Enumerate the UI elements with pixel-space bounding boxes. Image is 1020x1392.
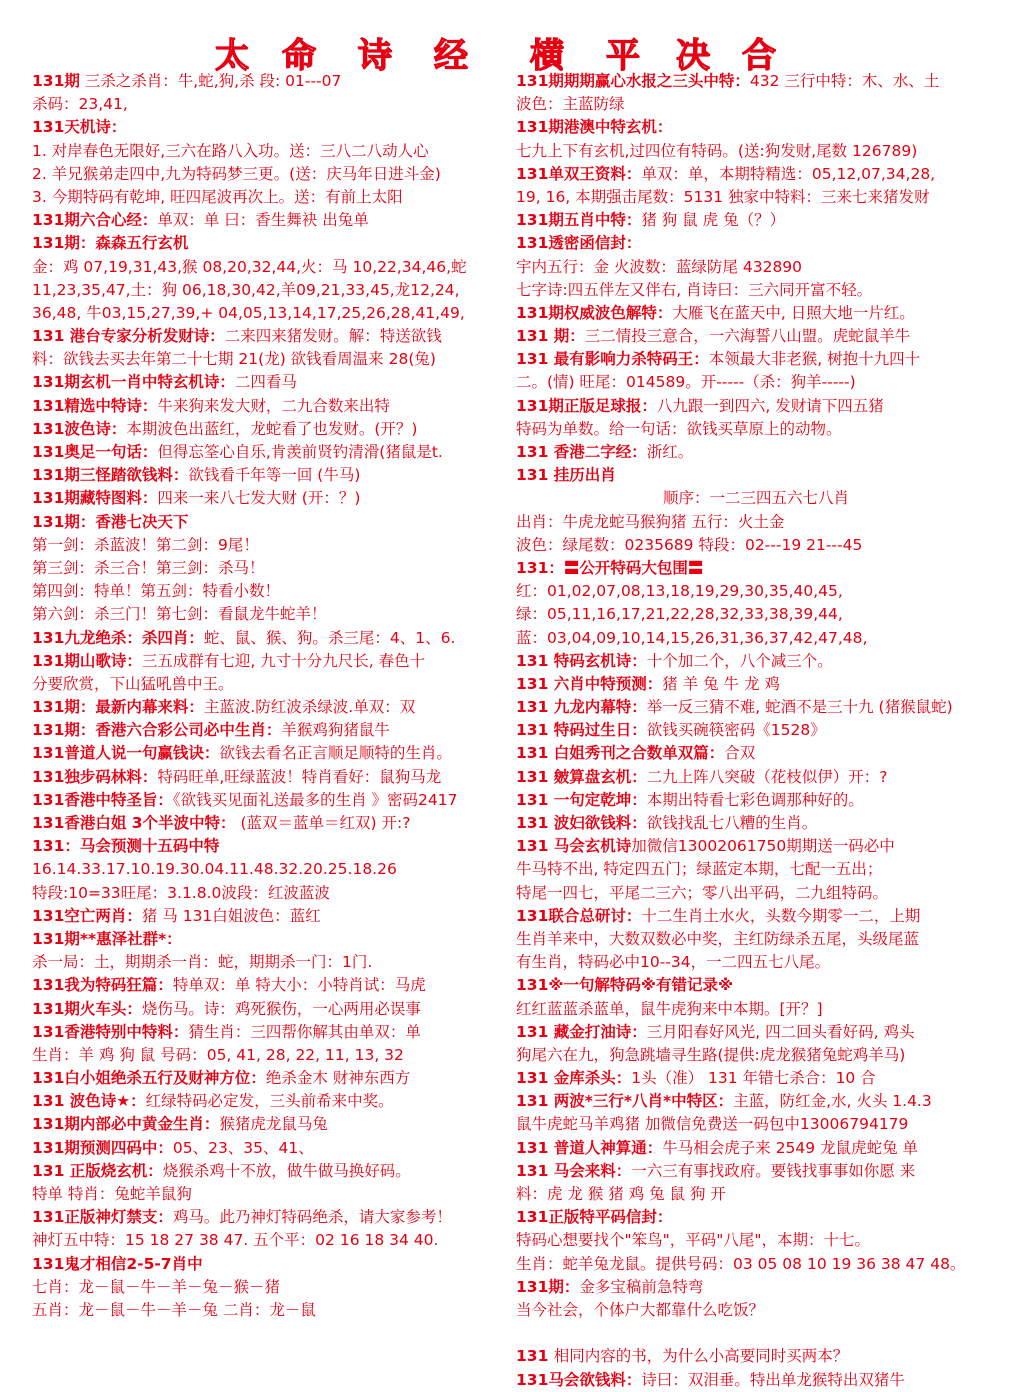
line-heading: 131 普道人神算通：	[516, 1138, 663, 1157]
line-text: 猪 羊 兔 牛 龙 鸡	[662, 674, 780, 693]
line-heading: 131期火车头：	[32, 999, 142, 1018]
line-text: 宇内五行：金 火波数：蓝绿防尾 432890	[516, 257, 803, 276]
left-line	[32, 534, 504, 557]
line-text: 欲钱去看名正言顺足顺特的生肖。	[219, 744, 452, 763]
line-text: 鼠牛虎蛇马羊鸡猪 加微信免费送一码包中13006794179	[516, 1115, 909, 1134]
left-line	[32, 1206, 504, 1229]
right-line	[516, 719, 996, 742]
line-text: 特段:10=33旺尾：3.1.8.0波段：红波蓝波	[32, 883, 330, 902]
right-line	[516, 70, 996, 93]
line-text: 猜生肖：三四帮你解其由单双：单	[188, 1022, 421, 1041]
right-line	[516, 603, 996, 626]
line-heading: 131期五肖中特：	[516, 211, 642, 230]
right-line	[516, 627, 996, 650]
line-heading: 131期预测四码中：	[32, 1138, 173, 1157]
line-text: 三二情投三意合，一六海誓八山盟。虎蛇鼠羊牛	[584, 327, 911, 346]
right-line	[516, 232, 996, 255]
line-text: 猪 狗 鼠 虎 兔（？）	[641, 211, 786, 230]
line-text: 蓝：03,04,09,10,14,15,26,31,36,37,42,47,48,	[516, 628, 868, 647]
line-heading: 131 波色诗★：	[32, 1092, 146, 1111]
line-text: 相同内容的书，为什么小高要同时买两本？	[553, 1347, 849, 1366]
left-line	[32, 673, 504, 696]
left-line	[32, 1160, 504, 1183]
right-line	[516, 1090, 996, 1113]
line-text: 16.14.33.17.10.19.30.04.11.48.32.20.25.18.26	[32, 860, 397, 879]
line-heading: 131波色诗：	[32, 419, 127, 438]
left-line	[32, 1021, 504, 1044]
line-heading: 131 六肖中特预测：	[516, 674, 663, 693]
right-line	[516, 534, 996, 557]
right-line	[516, 951, 996, 974]
line-heading: 131 一句定乾坤：	[516, 790, 647, 809]
line-text: 本期出特看七彩色调那种好的。	[646, 790, 864, 809]
line-heading: 131鬼才相信2-5-7肖中	[32, 1254, 203, 1273]
line-heading: 131 藏金打油诗：	[516, 1022, 647, 1041]
line-heading: 131 期：	[516, 327, 585, 346]
line-heading: 131 马会来料：	[516, 1161, 632, 1180]
right-line	[516, 650, 996, 673]
line-text: 当今社会，个体户大都靠什么吃饭？	[516, 1300, 765, 1319]
line-text: 十个加二个，八个减三个。	[646, 651, 833, 670]
line-text: 特码心想要找个"笨鸟"，平码"八尾"，本期：十七。	[516, 1231, 871, 1250]
line-text: 主蓝，防红金,水, 火头 1.4.3	[733, 1092, 932, 1111]
line-text: 特码为单数。给一句话：欲钱买草原上的动物。	[516, 419, 842, 438]
line-text: 本领最大非老猴, 树抱十九四十	[708, 350, 921, 369]
right-line	[516, 418, 996, 441]
line-text: 七九上下有玄机,过四位有特码。(送:狗发财,尾数 126789)	[516, 141, 918, 160]
right-line	[516, 1021, 996, 1044]
line-heading: 131期：	[516, 1277, 580, 1296]
line-heading: 131 正版烧玄机：	[32, 1161, 163, 1180]
left-line	[32, 1113, 504, 1136]
line-text: 四来一来八七发大财 (开：？)	[157, 489, 361, 508]
line-text: 绝杀金木 财神东西方	[265, 1069, 411, 1088]
line-text: 19, 16, 本期强击尾数：5131 独家中特料：三来七来猪发财	[516, 187, 930, 206]
left-line	[32, 441, 504, 464]
right-line	[516, 998, 996, 1021]
line-text: 本期波色出蓝红，龙蛇看了也发财。(开？)	[126, 419, 418, 438]
header-char: 太	[215, 36, 249, 76]
left-line	[32, 209, 504, 232]
line-heading: 131 马会玄机诗	[516, 837, 632, 856]
right-line	[516, 1137, 996, 1160]
right-line	[516, 93, 996, 116]
line-heading: 131期山歌诗：	[32, 651, 142, 670]
right-line	[516, 325, 996, 348]
line-text: 烧伤马。诗：鸡死猴伤，一心两用必误事	[141, 999, 421, 1018]
line-heading: 131正版特平码信封：	[516, 1208, 673, 1227]
left-line	[32, 696, 504, 719]
line-text: 牛马相会虎子来 2549 龙鼠虎蛇兔 单	[662, 1138, 918, 1157]
right-line	[516, 673, 996, 696]
right-line	[516, 348, 996, 371]
line-heading: 131 白姐秀刊之合数单双篇：	[516, 744, 725, 763]
line-text: 八九跟一到四六, 发财请下四五猪	[656, 396, 884, 415]
line-text: 烧猴杀鸡十不放，做牛做马换好码。	[162, 1161, 411, 1180]
line-text: 1头（准） 131 年错七杀合：10 合	[631, 1069, 876, 1088]
right-line	[516, 1183, 996, 1206]
line-heading: 131空亡两肖：	[32, 906, 142, 925]
right-line	[516, 1113, 996, 1136]
header-char: 平	[606, 36, 640, 76]
line-text: 有生肖，特码必中10--34，一二四五七八尾。	[516, 953, 831, 972]
left-line	[32, 789, 504, 812]
left-line	[32, 719, 504, 742]
line-heading: 131白小姐绝杀五行及财神方位：	[32, 1069, 266, 1088]
line-text: 狗尾六在九，狗急跳墙寻生路(提供:虎龙猴猪兔蛇鸡羊马)	[516, 1045, 906, 1064]
right-line	[516, 766, 996, 789]
header-char: 经	[434, 36, 468, 76]
line-text: 第三剑：杀三合！第三剑：杀马！	[32, 558, 265, 577]
line-text: 432 三行中特：木、水、土	[749, 72, 940, 90]
left-line	[32, 1299, 504, 1322]
line-text: 主蓝波.防红波杀绿波.单双：双	[203, 698, 416, 717]
line-text: 鸡马。此乃神灯特码绝杀，请大家参考！	[172, 1208, 452, 1227]
line-text: 特尾一四七，平尾二三六；零八出平码，二九组特码。	[516, 883, 889, 902]
line-text: 波色：主蓝防绿	[516, 95, 625, 114]
line-text: 大雁飞在蓝天中, 日照大地一片红。	[672, 303, 915, 322]
left-line	[32, 1090, 504, 1113]
line-text: 浙红。	[646, 443, 694, 461]
line-text: 3. 今期特码有乾坤, 旺四尾波再次上。送：有前上太阳	[32, 187, 403, 206]
line-text: 《欲钱买见面礼送最多的生肖 》密码2417	[172, 790, 458, 809]
line-text: 金：鸡 07,19,31,43,猴 08,20,32,44,火：马 10,22,34,46,蛇	[32, 257, 467, 276]
line-text: 牛马特不出, 特定四五门；绿蓝定本期，七配一五出；	[516, 860, 883, 879]
line-heading: 131期	[32, 72, 80, 90]
line-text: 料：虎 龙 猴 猪 鸡 兔 鼠 狗 开	[516, 1185, 726, 1203]
line-text: 合双	[724, 744, 756, 763]
line-heading: 131精选中特诗：	[32, 396, 158, 415]
line-text: 猪 马 131白姐波色：蓝红	[141, 906, 321, 925]
right-line	[516, 882, 996, 905]
line-heading: 131香港中特圣旨：	[32, 790, 173, 809]
line-heading: 131期藏特图料：	[32, 489, 158, 508]
line-heading: 131期玄机一肖中特玄机诗：	[32, 373, 235, 392]
left-column	[32, 70, 504, 1322]
left-line	[32, 279, 504, 302]
line-heading: 131奥足一句话：	[32, 443, 158, 461]
line-heading: 131期六合心经：	[32, 211, 158, 230]
line-text: 猴猪虎龙鼠马兔	[219, 1115, 328, 1134]
left-line	[32, 974, 504, 997]
left-line	[32, 928, 504, 951]
line-heading: 131香港白姐 3个半波中特：	[32, 814, 236, 832]
line-text: 05、23、35、41、	[172, 1138, 314, 1157]
line-text: 第四剑：特单！第五剑：特看小数！	[32, 582, 281, 601]
right-line	[516, 1299, 996, 1322]
line-text: 五肖：龙－鼠－牛－羊－兔 二肖：龙－鼠	[32, 1300, 316, 1319]
line-text: 十二生肖土水火，头数今期零一二，上期	[641, 906, 921, 925]
line-heading: 131期三怪踏欲钱料：	[32, 466, 189, 485]
left-line	[32, 580, 504, 603]
line-text: 生肖：羊 鸡 狗 鼠 号码：05, 41, 28, 22, 11, 13, 32	[32, 1045, 404, 1064]
left-line	[32, 1229, 504, 1252]
line-text: 分要欣赏，下山猛吼兽中王。	[32, 674, 234, 693]
right-line	[516, 1160, 996, 1183]
left-line	[32, 256, 504, 279]
left-line	[32, 186, 504, 209]
line-heading: 131 最有影响力杀特码王：	[516, 350, 709, 369]
line-heading: 131透密函信封：	[516, 234, 642, 253]
left-line	[32, 70, 504, 93]
left-line	[32, 395, 504, 418]
line-text: 举一反三猜不难, 蛇酒不是三十九 (猪猴鼠蛇)	[646, 698, 953, 717]
right-line	[516, 1206, 996, 1229]
right-line	[516, 256, 996, 279]
line-text: 生肖：蛇羊兔龙鼠。提供号码：03 05 08 10 19 36 38 47 48。	[516, 1254, 966, 1273]
page-header	[0, 28, 1020, 76]
right-line	[516, 1229, 996, 1252]
left-line	[32, 302, 504, 325]
left-line	[32, 232, 504, 255]
line-heading: 131期：森森五行玄机	[32, 234, 189, 253]
line-text: 2. 羊兄猴弟走四中,九为特码梦三更。(送：庆马年日进斗金)	[32, 164, 441, 183]
line-heading: 131 两波*三行*八肖*中特区：	[516, 1092, 734, 1111]
line-heading: 131我为特码狂篇：	[32, 976, 173, 995]
line-heading: 131 挂历出肖	[516, 466, 616, 485]
right-line	[516, 1276, 996, 1299]
line-text: 单双：单，本期特精选：05,12,07,34,28,	[641, 164, 936, 183]
line-heading: 131 港台专家分析发财诗：	[32, 327, 225, 346]
left-line	[32, 348, 504, 371]
line-heading: 131九龙绝杀：杀四肖：	[32, 628, 204, 647]
line-text: 波色：绿尾数：0235689 特段：02---19 21---45	[516, 535, 863, 554]
line-heading: 131期正版足球报：	[516, 396, 657, 415]
line-text: 蛇、鼠、猴、狗。杀三尾：4、1、6.	[203, 628, 456, 647]
left-line	[32, 998, 504, 1021]
line-text: 一六三有事找政府。要钱找事事如你愿 来	[631, 1161, 916, 1180]
line-text: 欲钱找乱七八糟的生肖。	[646, 814, 818, 832]
line-heading: 131正版神灯禁支：	[32, 1208, 173, 1227]
right-line	[516, 511, 996, 534]
left-line	[32, 464, 504, 487]
line-text: (蓝双＝蓝单＝红双) 开:?	[235, 814, 411, 832]
right-line	[516, 696, 996, 719]
left-line	[32, 557, 504, 580]
right-line	[516, 487, 996, 510]
left-line	[32, 325, 504, 348]
line-text: 料：欲钱去买去年第二十七期 21(龙) 欲钱看周温来 28(兔)	[32, 350, 436, 369]
line-heading: 131期：最新内幕来料：	[32, 698, 204, 717]
line-text: 36,48, 牛03,15,27,39,+ 04,05,13,14,17,25,26,28,41,49,	[32, 303, 465, 322]
line-heading: 131 九龙内幕特：	[516, 698, 647, 717]
line-text: 红：01,02,07,08,13,18,19,29,30,35,40,45,	[516, 582, 843, 601]
header-char: 命	[282, 36, 316, 76]
left-line	[32, 1276, 504, 1299]
line-text: 特码旺单,旺绿蓝波！特肖看好：鼠狗马龙	[157, 767, 442, 786]
line-text: 二来四来猪发财。解：特送欲钱	[224, 327, 442, 346]
left-line	[32, 905, 504, 928]
right-line	[516, 789, 996, 812]
line-heading: 131单双王资料：	[516, 164, 642, 183]
left-line	[32, 511, 504, 534]
header-char: 合	[742, 36, 776, 76]
header-char: 诗	[358, 36, 392, 76]
line-text: 第一剑：杀蓝波！第二剑：9尾！	[32, 535, 259, 554]
line-text: 欲钱买碗筷密码《1528》	[646, 721, 826, 740]
line-text: 红绿特码必定发，三头前希来中奖。	[145, 1092, 394, 1111]
left-line	[32, 650, 504, 673]
line-heading: 131期权威波色解特：	[516, 303, 673, 322]
line-heading: 131联合总研讨：	[516, 906, 642, 925]
line-text: 但得忘筌心自乐,肯羡前贤钓清滑(猪鼠是t.	[157, 443, 443, 461]
left-line	[32, 812, 504, 835]
left-line	[32, 766, 504, 789]
right-line	[516, 371, 996, 394]
right-column	[516, 70, 996, 1392]
line-heading: 131：马会预测十五码中特	[32, 837, 220, 856]
line-text: 金多宝稿前急特弯	[579, 1277, 704, 1296]
line-heading: 131期：香港六合彩公司必中生肖：	[32, 721, 282, 740]
right-line	[516, 1253, 996, 1276]
right-line	[516, 812, 996, 835]
right-line	[516, 1322, 996, 1345]
line-text: 第六剑：杀三门！第七剑：看鼠龙牛蛇羊！	[32, 605, 327, 624]
line-heading: 131：〓公开特码大包围〓	[516, 558, 704, 577]
left-line	[32, 140, 504, 163]
left-line	[32, 835, 504, 858]
right-line	[516, 186, 996, 209]
line-text: 七肖：龙－鼠－牛－羊－兔－猴－猪	[32, 1277, 281, 1296]
left-line	[32, 627, 504, 650]
line-text: 二。(情) 旺尾：014589。开-----（杀：狗羊-----)	[516, 373, 856, 392]
line-heading: 131 特码过生日：	[516, 721, 647, 740]
line-text: 欲钱看千年等一回 (牛马)	[188, 466, 361, 485]
right-line	[516, 395, 996, 418]
line-text: 杀码：23,41,	[32, 95, 128, 114]
right-line	[516, 928, 996, 951]
line-text: 杀一局：土，期期杀一肖：蛇，期期杀一门：1门.	[32, 953, 373, 972]
line-heading: 131	[516, 1347, 554, 1366]
right-line	[516, 905, 996, 928]
left-line	[32, 116, 504, 139]
line-text: 七字诗:四五伴左又伴右, 肖诗曰：三六同开富不轻。	[516, 280, 873, 299]
line-text: 生肖羊来中，大数双数必中奖，主红防绿杀五尾，头级尾蓝	[516, 929, 920, 948]
line-heading: 131期期期赢心水报之三头中特：	[516, 72, 750, 90]
left-line	[32, 418, 504, 441]
right-line	[516, 302, 996, 325]
right-line	[516, 742, 996, 765]
line-heading: 131※一句解特码※有错记录※	[516, 976, 734, 995]
line-text: 特单双：单 特大小：小特肖试：马虎	[172, 976, 426, 995]
left-line	[32, 1044, 504, 1067]
right-line	[516, 1345, 996, 1368]
line-heading: 131 皴算盘玄机：	[516, 767, 647, 786]
line-text: 二九上阵八突破（花枝似伊）开：?	[646, 767, 888, 786]
right-line	[516, 464, 996, 487]
line-text: 加微信13002061750期期送一码必中	[631, 837, 895, 856]
left-line	[32, 1183, 504, 1206]
line-text: 绿：05,11,16,17,21,22,28,32,33,38,39,44,	[516, 605, 843, 624]
right-line	[516, 835, 996, 858]
line-text: 羊猴鸡狗猪鼠牛	[281, 721, 390, 740]
line-text: 牛来狗来发大财，二九合数来出特	[157, 396, 390, 415]
left-line	[32, 1137, 504, 1160]
left-line	[32, 487, 504, 510]
right-line	[516, 557, 996, 580]
right-line	[516, 974, 996, 997]
line-heading: 131 波妇欲钱料：	[516, 814, 647, 832]
line-heading: 131普道人说一句赢钱诀：	[32, 744, 220, 763]
right-line	[516, 116, 996, 139]
line-heading: 131期：香港七决天下	[32, 512, 189, 531]
line-text: 三杀之杀肖：牛,蛇,狗,杀 段: 01---07	[79, 72, 342, 90]
right-line	[516, 279, 996, 302]
right-line	[516, 441, 996, 464]
right-line	[516, 580, 996, 603]
line-heading: 131天机诗：	[32, 118, 127, 137]
left-line	[32, 858, 504, 881]
left-line	[32, 93, 504, 116]
line-heading: 131期内部必中黄金生肖：	[32, 1115, 220, 1134]
right-line	[516, 858, 996, 881]
line-heading: 131期**惠泽社群*：	[32, 929, 182, 948]
line-text: 1. 对岸春色无限好,三六在路八入功。送：三八二八动人心	[32, 141, 429, 160]
line-heading: 131香港特别中特料：	[32, 1022, 189, 1041]
line-text: 三五成群有七迎, 九寸十分九尺长, 春色十	[141, 651, 426, 670]
line-heading: 131马会欲钱料：	[516, 1370, 642, 1389]
right-line	[516, 163, 996, 186]
left-line	[32, 371, 504, 394]
left-line	[32, 742, 504, 765]
right-line	[516, 209, 996, 232]
line-text: 出肖：牛虎龙蛇马猴狗猪 五行：火土金	[516, 512, 785, 531]
left-line	[32, 603, 504, 626]
left-line	[32, 882, 504, 905]
line-heading: 131 金库杀头：	[516, 1069, 632, 1088]
header-char: 决	[676, 36, 710, 76]
line-text: 诗曰：双泪垂。特出单龙猴特出双猪牛	[641, 1370, 905, 1389]
line-heading: 131 特码玄机诗：	[516, 651, 647, 670]
line-text: 三月阳春好风光, 四二回头看好码, 鸡头	[646, 1022, 915, 1041]
right-line	[516, 1067, 996, 1090]
right-line	[516, 1369, 996, 1392]
left-line	[32, 163, 504, 186]
line-text: 红红蓝蓝杀蓝单，鼠牛虎狗来中本期。[开？]	[516, 999, 823, 1018]
line-text: 11,23,35,47,土：狗 06,18,30,42,羊09,21,33,45,龙12,24,	[32, 280, 460, 299]
left-line	[32, 1253, 504, 1276]
left-line	[32, 951, 504, 974]
line-heading: 131期港澳中特玄机：	[516, 118, 673, 137]
right-line	[516, 140, 996, 163]
left-line	[32, 1067, 504, 1090]
line-heading: 131 香港二字经：	[516, 443, 647, 461]
right-line	[516, 1044, 996, 1067]
line-heading: 131独步码林料：	[32, 767, 158, 786]
line-text: 单双：单 曰：香生舞袂 出兔单	[157, 211, 369, 230]
line-text: 顺序：一二三四五六七八肖	[662, 489, 849, 508]
line-text: 特单 特肖：兔蛇羊鼠狗	[32, 1185, 192, 1203]
header-char: 横	[530, 36, 564, 76]
line-text: 神灯五中特：15 18 27 38 47. 五个平：02 16 18 34 40.	[32, 1231, 439, 1250]
line-text: 二四看马	[234, 373, 297, 392]
